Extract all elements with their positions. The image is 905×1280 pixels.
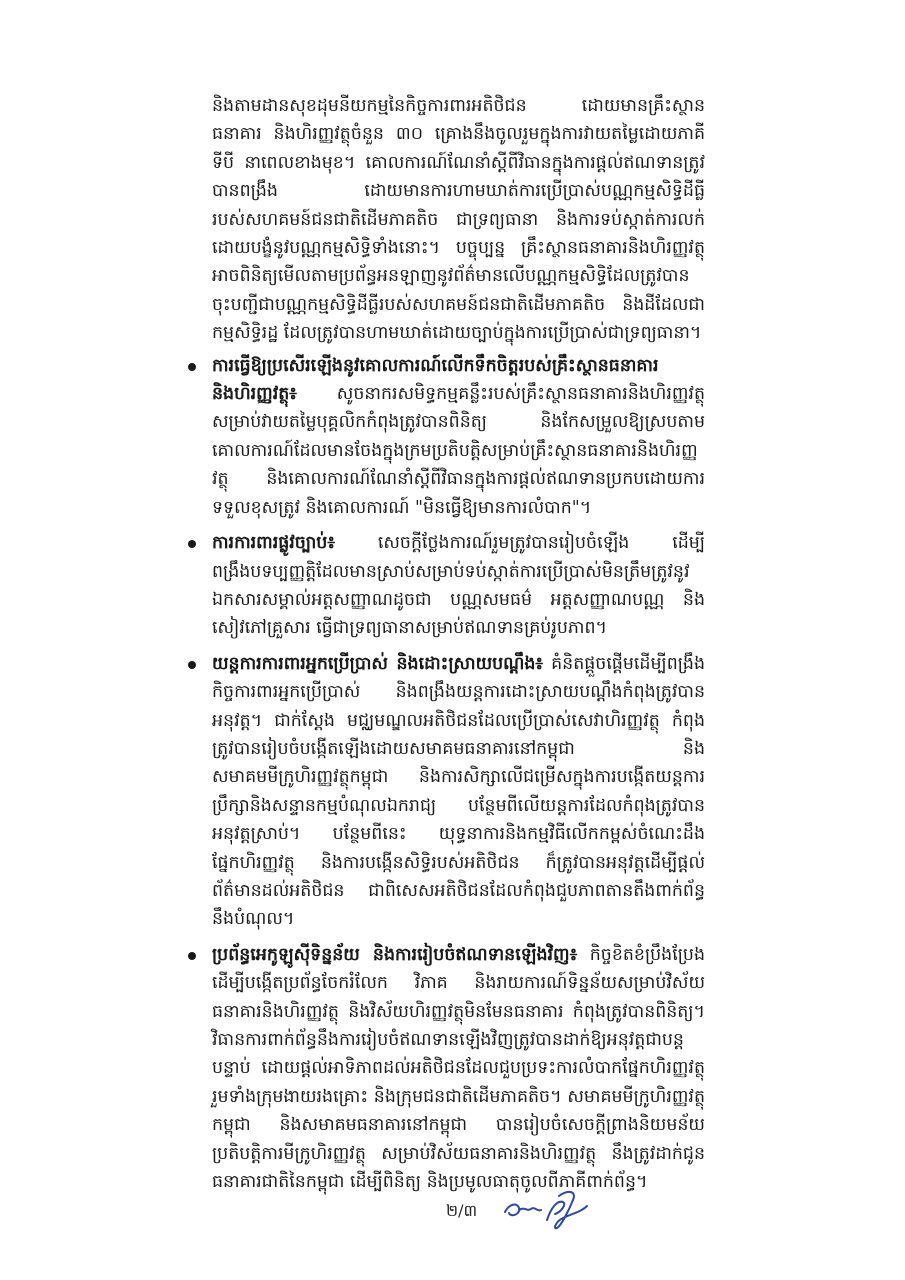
document-body xyxy=(185,92,705,1203)
bullet-body: កិច្ចខិតខំប្រឹងប្រែងដើម្បីបង្កើតប្រព័ន្ធចែករំលែក វិភាគ និងរាយការណ៍ទិន្នន័យសម្រាប់វិស័យធនាគារនិងហិរញ្ញវត្ថុ និងវិស័យហិរញ្ញវត្ថុមិនមែនធនាគារ កំពុងត្រូវបានពិនិត្យ។ វិធានការពាក់ព័ន្ធនឹងការរៀបចំឥណទានឡើងវិញត្រូវបានដាក់ឱ្យអនុវត្តជាបន្តបន្ទាប់ ដោយផ្តល់អាទិភាពដល់អតិថិជនដែលជួបប្រទះការលំបាកផ្នែកហិរញ្ញវត្ថុ រួមទាំងក្រុមងាយរងគ្រោះ និងក្រុមជនជាតិដើមភាគតិច។ សមាគមមីក្រូហិរញ្ញវត្ថុកម្ពុជា និងសមាគមធនាគារនៅកម្ពុជា បានរៀបចំសេចក្តីព្រាងនិយមន័យប្រតិបត្តិការមីក្រូហិរញ្ញវត្ថុ សម្រាប់វិស័យធនាគារនិងហិរញ្ញវត្ថុ នឹងត្រូវដាក់ជូន ធនាគារជាតិនៃកម្ពុជា ដើម្បីពិនិត្យ និងប្រមូលធាតុចូលពីភាគីពាក់ព័ន្ធ។ xyxy=(212,944,705,1193)
bullet-item-data-ecosystem xyxy=(185,941,705,1197)
bullet-text xyxy=(212,650,705,934)
bullet-icon xyxy=(188,661,196,669)
bullet-icon xyxy=(188,540,196,548)
bullet-body: គំនិតផ្តួចផ្តើមដើម្បីពង្រឹងកិច្ចការពារអ្នកប្រើប្រាស់ និងពង្រឹងយន្តការដោះស្រាយបណ្តឹងកំពុងត្រូវបានអនុវត្ត។ ជាក់ស្តែង មជ្ឈមណ្ឌលអតិថិជនដែលប្រើប្រាស់សេវាហិរញ្ញវត្ថុ កំពុងត្រូវបានរៀបចំបង្កើតឡើងដោយសមាគមធនាគារនៅកម្ពុជា និង សមាគមមីក្រូហិរញ្ញវត្ថុកម្ពុជា និងការសិក្សាលើជម្រើសក្នុងការបង្កើតយន្តការប្រឹក្សានិងសន្ទានកម្មបំណុលឯករាជ្យ បន្ថែមពីលើយន្តការដែលកំពុងត្រូវបានអនុវត្តស្រាប់។ បន្ថែមពីនេះ យុទ្ធនាការនិងកម្មវិធីលើកកម្ពស់ចំណេះដឹងផ្នែកហិរញ្ញវត្ថុ និងការបង្កើនសិទ្ធិរបស់អតិថិជន ក៏ត្រូវបានអនុវត្តដើម្បីផ្តល់ព័ត៌មានដល់អតិថិជន ជាពិសេសអតិថិជនដែលកំពុងជួបភាពតានតឹងពាក់ព័ន្ធនឹងបំណុល។ xyxy=(212,653,705,930)
intro-paragraph: និងតាមដានសុខដុមនីយកម្មនៃកិច្ចការពារអតិថិជន ដោយមានគ្រឹះស្ថានធនាគារ និងហិរញ្ញវត្ថុចំនួន ៣០ គ្រោងនឹងចូលរួមក្នុងការវាយតម្លៃដោយភាគីទីបី នាពេលខាងមុខ។ គោលការណ៍ណែនាំស្តីពីវិធានក្នុងការផ្តល់ឥណទានត្រូវបានពង្រឹង ដោយមានការហាមឃាត់ការប្រើប្រាស់បណ្ណកម្មសិទ្ធិដីធ្លីរបស់សហគមន៍ជនជាតិដើមភាគតិច ជាទ្រព្យធានា និងការទប់ស្កាត់ការលក់ដោយបង្ខំនូវបណ្ណកម្មសិទ្ធិទាំងនោះ។ បច្ចុប្បន្ន គ្រឹះស្ថានធនាគារនិងហិរញ្ញវត្ថុអាចពិនិត្យមើលតាមប្រព័ន្ធអនឡាញនូវព័ត៌មានលើបណ្ណកម្មសិទ្ធិដែលត្រូវបានចុះបញ្ជីជាបណ្ណកម្មសិទ្ធិដីធ្លីរបស់សហគមន៍ជនជាតិដើមភាគតិច និងដីដែលជាកម្មសិទ្ធិរដ្ឋ ដែលត្រូវបានហាមឃាត់ដោយច្បាប់ក្នុងការប្រើប្រាស់ជាទ្រព្យធានា។ xyxy=(212,96,705,344)
bullet-text xyxy=(212,941,705,1197)
bullet-heading: ប្រព័ន្ធអេកូឡូស៊ីទិន្នន័យ និងការរៀបចំឥណទានឡើងវិញ៖ xyxy=(212,944,578,965)
bullet-heading: យន្តការការពារអ្នកប្រើប្រាស់ និងដោះស្រាយបណ្តឹង៖ xyxy=(212,653,544,674)
page-number: ២/៣ xyxy=(446,1201,478,1220)
bullet-body: សូចនាករសមិទ្ធកម្មគន្លឹះរបស់គ្រឹះស្ថានធនាគារនិងហិរញ្ញវត្ថុសម្រាប់វាយតម្លៃបុគ្គលិកកំពុងត្រូវបានពិនិត្យ និងកែសម្រួលឱ្យស្របតាមគោលការណ៍ដែលមានចែងក្នុងក្រមប្រតិបត្តិសម្រាប់គ្រឹះស្ថានធនាគារនិងហិរញ្ញវត្ថុ និងគោលការណ៍ណែនាំស្តីពីវិធានក្នុងការផ្តល់ឥណទានប្រកបដោយការទទួលខុសត្រូវ និងគោលការណ៍ "មិនធ្វើឱ្យមានការលំបាក"។ xyxy=(212,384,705,518)
bullet-item-consumer-protection xyxy=(185,650,705,934)
bullet-text xyxy=(212,529,705,643)
bullet-icon xyxy=(188,363,196,371)
signature-initials xyxy=(497,1182,597,1232)
bullet-icon xyxy=(188,952,196,960)
bullet-item-incentives xyxy=(185,352,705,522)
bullet-heading: ការធ្វើឱ្យប្រសើរឡើងនូវគោលការណ៍លើកទឹកចិត្តរបស់គ្រឹះស្ថានធនាគារនិងហិរញ្ញវត្ថុ៖ xyxy=(212,355,659,405)
bullet-text xyxy=(212,352,705,522)
page-footer xyxy=(0,1196,905,1236)
bullet-body: សេចក្តីថ្លែងការណ៍រួមត្រូវបានរៀបចំឡើង ដើម្បីពង្រឹងបទប្បញ្ញត្តិដែលមានស្រាប់សម្រាប់ទប់ស្កាត់ការប្រើប្រាស់មិនត្រឹមត្រូវនូវឯកសារសម្គាល់អត្តសញ្ញាណដូចជា បណ្ណសមធម៌ អត្តសញ្ញាណបណ្ណ និងសៀវភៅគ្រួសារ ធ្វើជាទ្រព្យធានាសម្រាប់ឥណទានគ្រប់រូបភាព។ xyxy=(212,533,705,639)
bullet-heading: ការការពារផ្លូវច្បាប់៖ xyxy=(212,533,335,554)
bullet-item-legal-protection xyxy=(185,529,705,643)
